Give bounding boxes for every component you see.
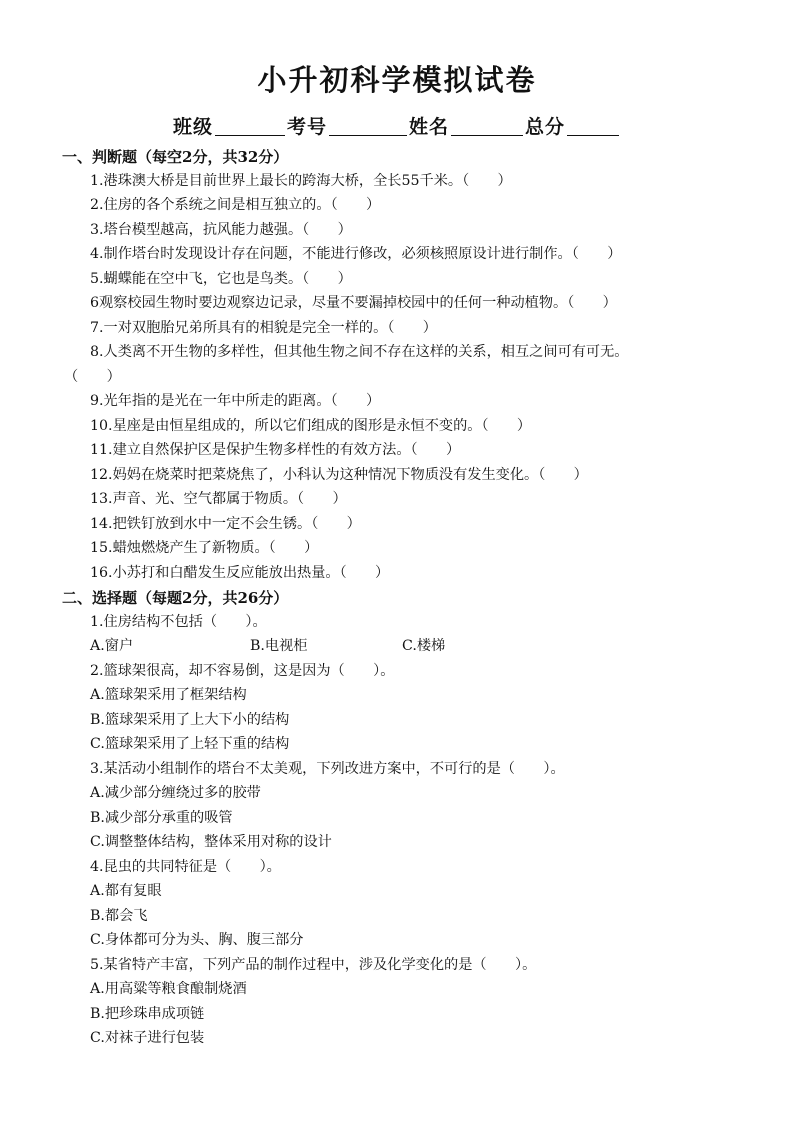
judgment-question: 9.光年指的是光在一年中所走的距离。（ ） [90,393,381,409]
judgment-question: 14.把铁钉放到水中一定不会生锈。（ ） [90,516,361,532]
choice-option: A.用高粱等粮食酿制烧酒 [90,981,247,997]
choice-option: C.调整整体结构，整体采用对称的设计 [90,834,332,850]
judgment-question: 12.妈妈在烧菜时把菜烧焦了，小科认为这种情况下物质没有发生变化。（ ） [90,467,588,483]
choice-option: B.电视柜 [250,638,308,654]
exam-no-label: 考号 [286,116,327,138]
judgment-question: 5.蝴蝶能在空中飞，它也是鸟类。（ ） [90,271,352,287]
choice-question: 2.篮球架很高，却不容易倒，这是因为（ ）。 [90,663,395,679]
choice-option: C.篮球架采用了上轻下重的结构 [90,736,290,752]
choice-option: A.篮球架采用了框架结构 [90,687,247,703]
choice-option: C.楼梯 [402,638,446,654]
choice-option: B.把珍珠串成项链 [90,1006,205,1022]
judgment-question: 2.住房的各个系统之间是相互独立的。（ ） [90,197,381,213]
choice-question: 1.住房结构不包括（ ）。 [90,614,267,630]
judgment-question-continuation: （ ） [64,369,121,385]
choice-option: C.身体都可分为头、胸、腹三部分 [90,932,304,948]
choice-option: A.都有复眼 [90,883,162,899]
choice-options-row [90,636,445,656]
judgment-question: 7.一对双胞胎兄弟所具有的相貌是完全一样的。（ ） [90,320,437,336]
choice-option: B.减少部分承重的吸管 [90,810,233,826]
student-info-row [0,112,794,139]
exam-no-blank[interactable] [329,117,407,136]
class-blank[interactable] [215,117,285,136]
judgment-question: 4.制作塔台时发现设计存在问题，不能进行修改，必须核照原设计进行制作。（ ） [90,246,622,262]
name-blank[interactable] [451,117,523,136]
judgment-question: 10.星座是由恒星组成的，所以它们组成的图形是永恒不变的。（ ） [90,418,532,434]
choice-option: A.减少部分缠绕过多的胶带 [90,785,261,801]
page-title: 小升初科学模拟试卷 [257,63,537,97]
section-heading-judgment: 一、判断题（每空2分，共32分） [62,148,289,166]
judgment-question: 1.港珠澳大桥是目前世界上最长的跨海大桥，全长55千米。（ ） [90,173,512,189]
score-blank[interactable] [567,117,619,136]
choice-option: B.都会飞 [90,908,148,924]
choice-option: B.篮球架采用了上大下小的结构 [90,712,290,728]
judgment-question: 8.人类离不开生物的多样性，但其他生物之间不存在这样的关系，相互之间可有可无。 [90,344,629,360]
name-label: 姓名 [409,116,450,138]
judgment-question: 6观察校园生物时要边观察边记录，尽量不要漏掉校园中的任何一种动植物。（ ） [90,295,617,311]
choice-question: 4.昆虫的共同特征是（ ）。 [90,859,281,875]
judgment-question: 3.塔台模型越高，抗风能力越强。（ ） [90,222,352,238]
choice-question: 3.某活动小组制作的塔台不太美观，下列改进方案中，不可行的是（ ）。 [90,761,565,777]
judgment-question: 13.声音、光、空气都属于物质。（ ） [90,491,347,507]
choice-option: A.窗户 [90,638,134,654]
judgment-question: 15.蜡烛燃烧产生了新物质。（ ） [90,540,319,556]
class-label: 班级 [172,116,213,138]
choice-option: C.对袜子进行包装 [90,1030,205,1046]
section-heading-choice: 二、选择题（每题2分，共26分） [62,589,289,607]
judgment-question: 16.小苏打和白醋发生反应能放出热量。（ ） [90,565,390,581]
judgment-question: 11.建立自然保护区是保护生物多样性的有效方法。（ ） [90,442,461,458]
score-label: 总分 [525,116,566,138]
choice-question: 5.某省特产丰富，下列产品的制作过程中，涉及化学变化的是（ ）。 [90,957,537,973]
